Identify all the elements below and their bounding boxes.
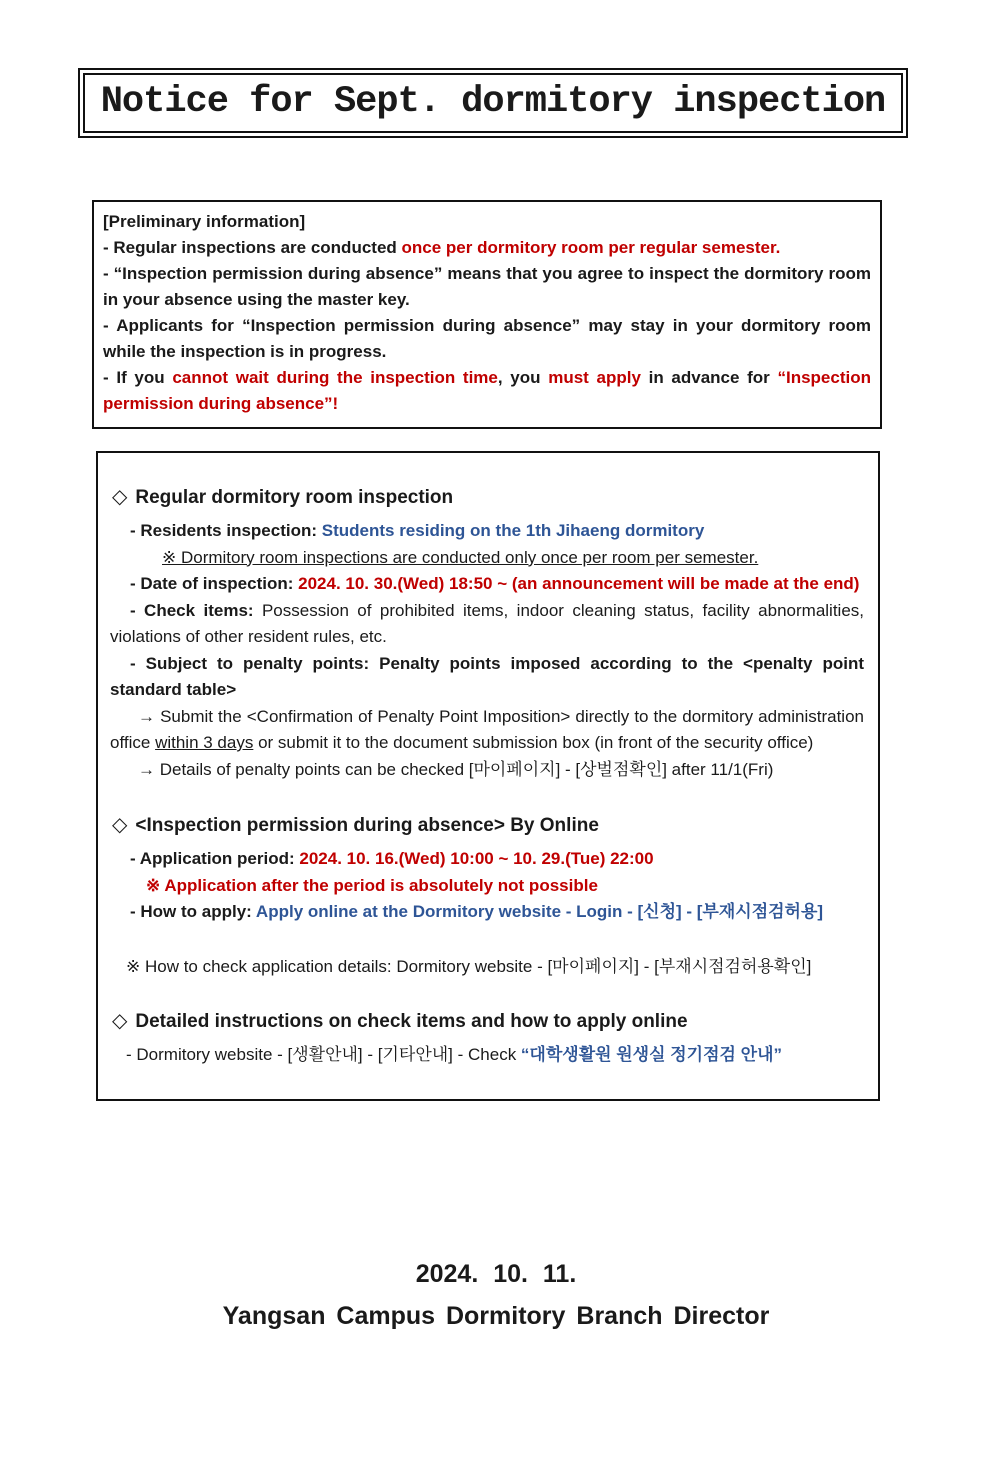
application-period-line xyxy=(110,846,864,873)
check-items-line xyxy=(110,598,864,651)
document-page xyxy=(0,68,992,1471)
title-inner-frame xyxy=(83,73,903,133)
section-instructions-heading xyxy=(112,1007,864,1036)
how-to-apply-line xyxy=(110,899,864,926)
residents-inspection-line xyxy=(110,518,864,545)
notice-date: 2024. 10. 11. xyxy=(415,1260,577,1288)
footer xyxy=(0,1260,992,1331)
diamond-icon: ◇ xyxy=(112,814,128,836)
submit-text-b: or submit it to the document submission box (in front of the security office) xyxy=(253,733,814,752)
prelim-line-cannot-wait xyxy=(103,365,871,417)
residents-label: - Residents inspection: xyxy=(130,521,322,540)
diamond-icon: ◇ xyxy=(112,1010,128,1032)
check-items-value: Possession of prohibited items, indoor cleaning status, facility abnormalities, violations of other resident rules, etc. xyxy=(110,600,864,646)
section-absence-heading xyxy=(112,811,864,840)
period-warning-line: ※ Application after the period is absolutely not possible xyxy=(146,875,598,895)
check-application-details-line: ※ How to check application details: Dormitory website - [마이페이지] - [부재시점검허용확인] xyxy=(126,956,812,976)
section-regular-heading-label: Regular dormitory room inspection xyxy=(135,487,454,508)
prelim-line-applicants: - Applicants for “Inspection permission during absence” may stay in your dormitory room while the inspection is in progress. xyxy=(103,316,871,361)
prelim-line-permission-meaning: - “Inspection permission during absence” means that you agree to inspect the dormitory room in your absence using the master key. xyxy=(103,264,871,309)
section-absence-heading-label: <Inspection permission during absence> By Online xyxy=(135,815,599,836)
main-content-box xyxy=(96,451,880,1101)
page-title: Notice for Sept. dormitory inspection xyxy=(100,81,886,123)
prelim-line4-red2: must apply xyxy=(548,368,641,387)
check-items-label: - Check items: xyxy=(130,600,262,620)
prelim-line4-c: in advance for xyxy=(640,368,778,387)
prelim-line-regular-inspections xyxy=(103,235,871,261)
how-to-apply-label: - How to apply: xyxy=(130,902,256,921)
diamond-icon: ◇ xyxy=(112,486,128,508)
penalty-details-line: → Details of penalty points can be checked [마이페이지] - [상벌점확인] after 11/1(Fri) xyxy=(138,759,774,779)
preliminary-box xyxy=(92,200,882,429)
prelim-heading: [Preliminary information] xyxy=(103,212,306,231)
once-per-semester-note xyxy=(162,545,864,572)
once-note-text: ※ Dormitory room inspections are conducted only once per room per semester. xyxy=(162,547,759,567)
dormitory-website-path-line xyxy=(126,1042,864,1069)
prelim-line4-red1: cannot wait during the inspection time xyxy=(172,368,498,387)
penalty-points-line: - Subject to penalty points: Penalty points imposed according to the <penalty point standard table> xyxy=(110,653,864,699)
website-path-korean-title: “대학생활원 원생실 정기점검 안내” xyxy=(520,1045,782,1064)
prelim-line4-a: - If you xyxy=(103,368,173,387)
residents-value: Students residing on the 1th Jihaeng dormitory xyxy=(321,521,705,540)
section-instructions-heading-label: Detailed instructions on check items and how to apply online xyxy=(135,1011,688,1032)
how-to-apply-value: Apply online at the Dormitory website - Login - [신청] - [부재시점검허용] xyxy=(255,902,824,921)
date-of-inspection-line xyxy=(110,571,864,598)
prelim-line4-b: , you xyxy=(497,368,549,387)
section-regular-inspection-heading xyxy=(112,483,864,512)
application-period-label: - Application period: xyxy=(130,849,300,868)
submit-text-a: → Submit the <Confirmation of Penalty Point Imposition> directly to the dormitory administration office xyxy=(110,706,864,752)
title-box xyxy=(78,68,908,138)
submit-confirmation-line xyxy=(110,704,864,757)
prelim-line1-black: - Regular inspections are conducted xyxy=(103,238,402,257)
signature-line: Yangsan Campus Dormitory Branch Director xyxy=(222,1302,770,1330)
prelim-line1-red: once per dormitory room per regular semester. xyxy=(401,238,781,257)
date-value: 2024. 10. 30.(Wed) 18:50 ~ (an announcement will be made at the end) xyxy=(298,574,860,593)
date-label: - Date of inspection: xyxy=(130,574,299,593)
prelim-line4-red3: “Inspection permission during absence”! xyxy=(103,368,871,413)
submit-within-3-days: within 3 days xyxy=(155,733,254,752)
application-period-value: 2024. 10. 16.(Wed) 10:00 ~ 10. 29.(Tue) 22:00 xyxy=(299,849,654,868)
website-path-text: - Dormitory website - [생활안내] - [기타안내] - Check xyxy=(126,1045,521,1064)
